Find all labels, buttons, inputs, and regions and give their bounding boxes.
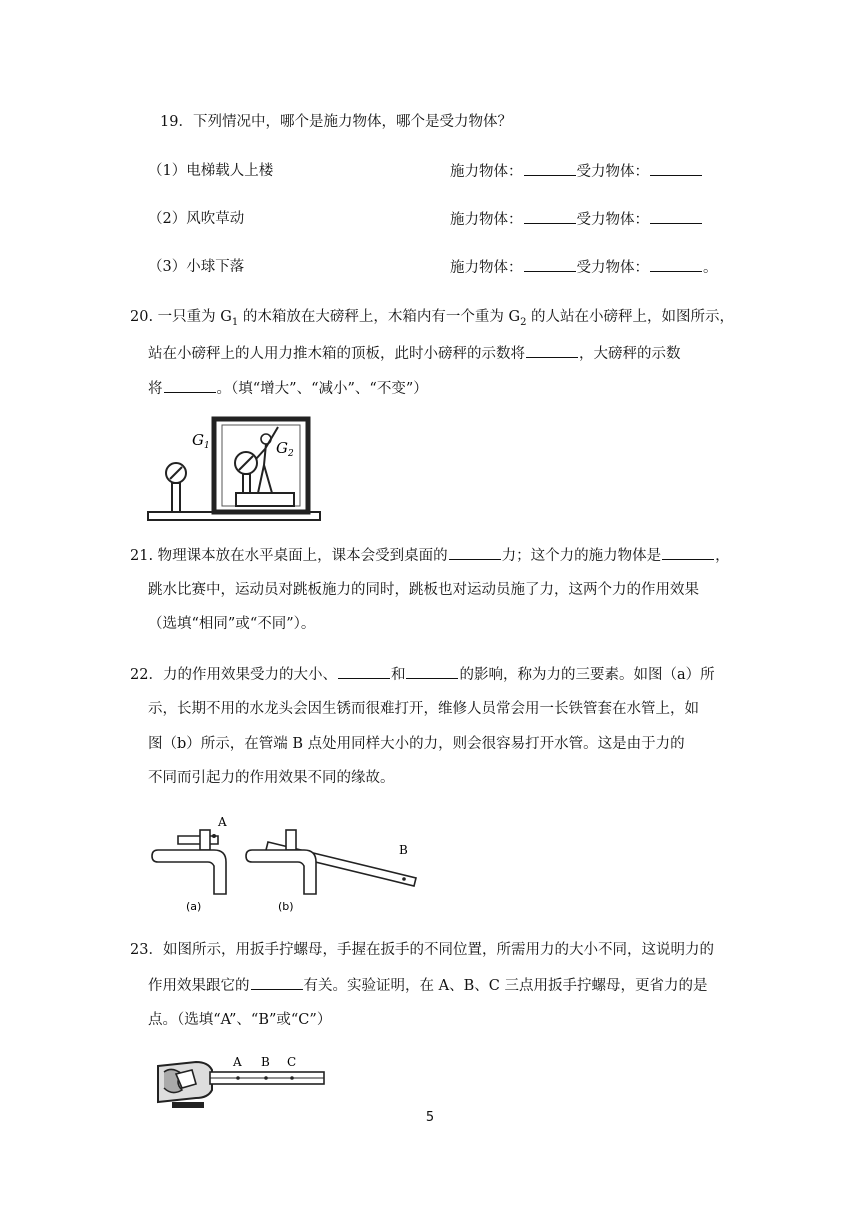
page-number: 5 [425,1110,435,1125]
q22-line-4: 不同而引起力的作用效果不同的缘故。 [148,770,395,786]
q22-line-3: 图（b）所示，在管端 B 点处用同样大小的力，则会很容易打开水管。这是由于力的 [148,736,685,752]
label-g1: $G_1$ [192,431,210,451]
answer-blank[interactable] [524,257,576,272]
answer-blank[interactable] [338,664,390,679]
q19-item-label: （3）小球下落 [148,259,245,275]
answer-blank[interactable] [650,257,702,272]
answer-blank[interactable] [650,209,702,224]
q23-line-3: 点。（选填“A”、“B”或“C”） [148,1012,332,1028]
q19-item-label: （2）风吹草动 [148,211,245,227]
q20-line-3: 将 。（填“增大”、“减小”、“不变”） [148,378,428,399]
q20-line-1: 20. 一只重为 $G_1$ 的木箱放在大磅秤上，木箱内有一个重为 $G_2$ 的人站在小磅秤上，如图所示， [130,309,735,328]
faucet-figure [148,810,418,920]
q19-row-2: （2）风吹草动 施力物体： 受力物体： [148,209,748,229]
point-b-label: B [261,1055,270,1069]
point-b-label: B [399,843,408,857]
q20-line-2: 站在小磅秤上的人用力推木箱的顶板，此时小磅秤的示数将 ，大磅秤的示数 [148,343,681,364]
q22-line-2: 示，长期不用的水龙头会因生锈而很难打开，维修人员常会用一长铁管套在水管上，如 [148,701,699,717]
answer-blank[interactable] [524,161,576,176]
answer-blank[interactable] [406,664,458,679]
q21-line-1: 21. 物理课本放在水平桌面上，课本会受到桌面的 力；这个力的施力物体是 ， [130,545,730,566]
answer-blank[interactable] [251,975,303,990]
fig-a-label: (a) [186,900,202,913]
q23-line-1: 23．如图所示，用扳手拧螺母，手握在扳手的不同位置，所需用力的大小不同，这说明力的 [130,942,714,958]
answer-blank[interactable] [164,378,216,393]
scale-box-figure [148,415,328,527]
answer-blank[interactable] [650,161,702,176]
q21-line-2: 跳水比赛中，运动员对跳板施力的同时，跳板也对运动员施了力，这两个力的作用效果 [148,582,699,598]
point-c-label: C [287,1055,297,1069]
q19-row-3: （3）小球下落 施力物体： 受力物体： 。 [148,259,718,276]
q23-line-2: 作用效果跟它的 有关。实验证明，在 A、B、C 三点用扳手拧螺母，更省力的是 [148,975,707,996]
q19-stem: 19．下列情况中，哪个是施力物体，哪个是受力物体？ [160,114,512,130]
q21-line-3: （选填“相同”或“不同”）。 [148,616,316,632]
point-a-label: A [233,1055,242,1069]
answer-blank[interactable] [662,545,714,560]
label-g2: $G_2$ [276,439,294,459]
answer-blank[interactable] [449,545,501,560]
answer-blank[interactable] [524,209,576,224]
wrench-figure [152,1048,324,1110]
fig-b-label: (b) [278,900,294,913]
point-a-label: A [218,815,227,829]
q19-row-1: （1）电梯载人上楼 施力物体： 受力物体： [148,161,748,181]
answer-blank[interactable] [526,343,578,358]
q19-item-label: （1）电梯载人上楼 [148,163,274,179]
q22-line-1: 22．力的作用效果受力的大小、 和 的影响，称为力的三要素。如图（a）所 [130,664,715,685]
